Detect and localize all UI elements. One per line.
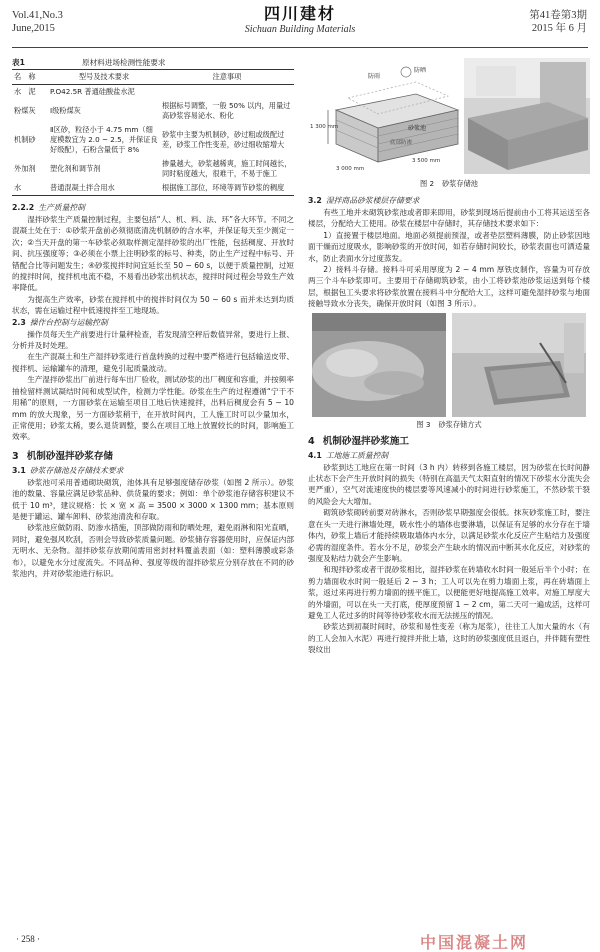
figure-3 [308,313,590,431]
materials-table [12,69,294,196]
section-heading-3 [12,449,294,465]
col-header-spec: 型号及技术要求 [48,70,160,85]
label-width: 3 000 mm [336,166,365,172]
volume-cn: 第41卷第3期 [529,10,587,21]
table-row [12,85,294,100]
journal-logo [210,4,390,36]
cell-note [160,85,294,100]
figure-2 [308,58,590,192]
cell-name: 外加剂 [14,164,36,173]
cell-spec: P.O42.5R 普通硅酸盐水泥 [50,87,135,96]
cell-note: 根据施工部位，环境等调节砂浆的稠度 [160,181,294,196]
header-rule [12,47,588,48]
paragraph: 砂浆达到初凝时间时，砂浆和易性变差（称为尾浆），往往工人加大量的水（有的工人会加入水泥）再进行搅拌并批上墙，这时的砂浆强度低且返白，并伴随有塑性裂纹出 [308,622,590,655]
header-left [12,9,63,35]
cell-note: 掺量越大，砂浆越稀爽，施工时间越长，同时粘度越大，很难干，不易于施工 [162,159,292,178]
section-number: 2.3 [12,317,26,327]
label-rain: 防雨 [368,73,381,80]
table-row [12,123,294,157]
section-title: 生产质量控制 [38,203,85,212]
table-title: 原材料进场检测性能要求 [82,58,166,67]
paragraph: 砌筑砂浆砌砖前要对砖淋水，否则砂浆早期强度会很低。抹灰砂浆施工时，要注意在头一天进行淋墙处理，吸水性小的墙体也要淋墙，以保证有足够的水分存在于墙体内，砂浆上墙后才能持续吸取墙体内水分，以满足砂浆水化反应产生粘结力及强度必需的湿度条件。若水分不足，砂浆会产生缺水的情况而中断其水化反应，对砂浆的强度及粘结力就会产生影响。 [308,508,590,563]
section-number: 3.1 [12,465,26,475]
table-caption [12,58,294,68]
cell-spec: Ⅱ区砂，粒径小于 4.75 mm（细度模数宜为 2.0 ~ 2.5，并保证良好级配），石粉含量低于 8% [50,125,158,154]
section-heading-3-2 [308,195,590,207]
paragraph: 砂浆池可采用普通砌块砌筑，池体具有足够强度储存砂浆（如图 2 所示）。砂浆池的数量、容量应满足砂浆品种、供货量的要求；例如：单个砂浆池存储容积建议不低于 10 m³，建议规格：长 × 宽 × 高 = 3500 × 3000 × 1300 mm；基本原则是便于罐运、罐车卸料、砂浆池清洗和存取。 [12,477,294,521]
page-header [0,0,600,48]
paragraph: 和现拌砂浆或者干混砂浆相比，湿拌砂浆在砖墙收水时间一般延后半个小时；在剪力墙面收水时间一般延后 2 ~ 3 h；工人可以先在剪力墙面上浆，再在砖墙面上浆，返过来再进行剪力墙面的搓平施工，以便能更好地提高施工效率。对施工厚度大的外墙面，可以在头一天打底，使厚度预留 1 ~ 2 cm，第二天可一遍成活，这样可避免工人花过多的时间等待砂浆收水而无法搓压的情况。 [308,565,590,620]
cell-spec: Ⅰ级粉煤灰 [50,106,81,115]
cell-name: 水 泥 [14,87,36,96]
section-number: 4 [308,435,315,447]
label-wall: 砂浆池 [408,125,427,132]
cell-note: 砂浆中主要为机制砂，砂过粗或级配过差，砂浆工作性变差，砂过细收缩增大 [162,130,285,149]
label-sun: 防晒 [414,67,427,74]
sun-icon [401,67,411,77]
table-number: 表1 [12,58,25,67]
figure-caption-text: 砂浆存储池 [442,179,478,188]
pool-illustration [328,67,458,162]
paragraph: 为提高生产效率，砂浆在搅拌机中的搅拌时间仅为 50 ~ 60 s 而并未达到均质状态，需在运输过程中低速搅拌至工地现场。 [12,294,294,316]
volume-label: Vol.41,No.3 [12,10,63,21]
label-length: 3 500 mm [412,158,441,164]
paragraph: 操作员每天生产前要进行计量秤检查，若发现清空秤后数值异常，要进行上报、分析并及时处理。 [12,329,294,351]
paragraph: 生产湿拌砂浆出厂前进行每车出厂验收，测试砂浆的出厂稠度和容重，并按频率抽检留样测试凝结时间和成型试件，检测力学性能。砂浆在生产的过程遵循“宁干不用稀”的原则，一方面砂浆在运输至项目工地后快速搅拌，出料后稠度会有 5 ~ 10 mm 的放大现象，另一方面砂浆稍干，在开放时间内，工人施工时可以少量加水，正常使用；砂浆太稀，要么退货调整，要么在项目工地上放置较长的时间，影响施工效率。 [12,375,294,442]
paragraph: 砂浆池应做防雨、防渗水措施，顶部做防雨和防晒处理，避免雨淋和阳光直晒，同时，避免强风吹刮，否则会导致砂浆质量问题。砂浆储存容器使用时，应保证内部无明水、无杂物。湿拌砂浆存放期间需用密封材料覆盖表面（如：塑料薄膜或彩条布），以避免水分过度流失。不同品种、强度等级的湿拌砂浆应分别存放在不同的砂浆池内，并对砂浆池进行标识。 [12,523,294,578]
logo-en: Sichuan Building Materials [244,24,356,35]
table-row [12,181,294,196]
photo-floor-storage [312,313,446,417]
section-title: 操作台控制与运输控制 [29,317,108,327]
section-title: 工地施工质量控制 [325,450,389,460]
label-note: 底部防渗 [390,140,413,146]
section-title: 机制砂湿拌砂浆存储 [26,450,114,462]
section-heading-3-1 [12,465,294,477]
label-height: 1 300 mm [310,124,339,130]
table-row [12,99,294,123]
figure-number: 图 2 [420,179,435,188]
section-number: 2.2.2 [12,203,35,212]
col-header-name: 名 称 [12,70,48,85]
cell-name: 机制砂 [14,135,36,144]
date-cn: 2015 年 6 月 [531,23,587,34]
section-number: 3 [12,450,19,462]
header-right [529,9,587,35]
paragraph: 2）接料斗存储。接料斗可采用厚度为 2 ~ 4 mm 厚铁皮制作，容量为可存放两三个斗车砂浆即可。主要用于存储砌筑砂浆，由小工将砂浆池砂浆运送到每个楼层，根据包工头要求将砂浆放置在接料斗中分配给大工，这样可避免湿拌砂浆与地面接触导致水分丧失，确保开放时间（如图 3 所示）。 [308,265,590,309]
photo-hopper-storage [452,313,586,417]
cell-spec: 塑化剂和调节剂 [50,164,101,173]
pool-photo [464,58,590,174]
section-number: 3.2 [308,196,322,205]
table-row [12,157,294,181]
date-en: June,2015 [12,23,55,34]
section-title: 机制砂湿拌砂浆施工 [322,435,410,447]
section-number: 4.1 [308,450,322,460]
logo-text: 四川建材 [263,4,336,23]
col-header-note: 注意事项 [160,70,294,85]
section-title: 湿拌商品砂浆楼层存储要求 [325,196,420,205]
watermark: 中国混凝土网 [419,932,528,952]
figure-2-caption [308,178,590,189]
table-header-row [12,70,294,85]
paragraph: 有些工地并未砌筑砂浆池或者即来即用，砂浆到现场后提前由小工将其运送至各楼层，分配给大工使用。砂浆在楼层中存储时，其存储技术要求如下： [308,208,590,229]
figure-caption-text: 砂浆存储方式 [438,419,482,429]
paragraph: 1）直接置于楼层地面。地面必须提前预湿，或者垫层塑料薄膜，防止砂浆因地面干燥而过度吸水，影响砂浆的开放时间，如若存储时间较长，砂浆表面也可洒适量水，防止表面水分过度蒸发。 [308,230,590,263]
figure-number: 图 3 [416,419,431,429]
storage-pool-diagram [308,58,590,176]
section-heading-4-1 [308,450,590,462]
cell-name: 水 [12,181,48,196]
figure-3-caption [308,419,590,430]
left-column [12,58,294,579]
page-number: · 258 · [16,933,40,944]
section-title: 砂浆存储池及存储技术要求 [29,465,124,475]
paragraph: 在生产混凝土和生产湿拌砂浆进行首盘转换的过程中要严格进行包括输送皮带、搅拌机、运输罐车的清理，避免引起质量波动。 [12,352,294,373]
storage-photos [308,313,590,417]
section-heading-4 [308,434,590,450]
paragraph: 湿拌砂浆生产质量控制过程，主要包括“人、机、料、法、环”各大环节。不同之混凝土处在于：①砂浆开盘前必须彻底清洗机制砂的含水率，并保证每天至少测定一次；②当天开盘的第一车砂浆必须取样测定湿拌砂浆的出厂性能，包括稠度、开放时间、抗压强度等；③必须在小票上注明砂浆的标号、种类，防止生产过程中标号、开错配合比等问题发生；④砂浆搅拌时间宜延长至 50 ~ 60 s，以便于质量控制，过短的搅拌时间，搅拌机电流不稳，不易看出砂浆出机状态，搅拌时间过程会导致生产效率降低。 [12,215,294,293]
section-heading-2-2-2 [12,202,294,214]
right-column [308,58,590,656]
section-heading-2-3 [12,317,294,329]
cell-note: 根据标号调整，一般 50% 以内，用量过高砂浆容易泌水、粉化 [162,101,291,120]
cell-spec: 普通混凝土拌合用水 [48,181,160,196]
paragraph: 砂浆到达工地应在第一时间（3 h 内）转移到各施工楼层，因为砂浆在长时间静止状态下会产生开放时间的损失（特别在高温天气太阳直射的情况下砂浆水分流失会更严重），空气对流速度快的楼层要等风速减小的时间进行砂浆施工，不然砂浆干裂的风险会大大增加。 [308,462,590,506]
cell-name: 粉煤灰 [14,106,36,115]
